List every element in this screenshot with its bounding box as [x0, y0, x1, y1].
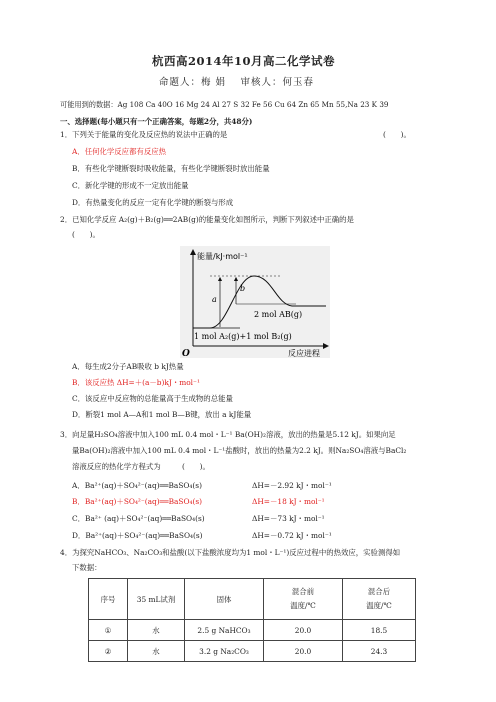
q3-option-b: B．Ba²⁺(aq)＋SO₄²⁻(aq)══BaSO₄(s) [72, 497, 203, 506]
q2-option-a: A．每生成2分子AB吸收 b kJ热量 [72, 362, 184, 371]
table-cell: 水 [128, 620, 185, 641]
label-b: b [240, 284, 246, 293]
q2-option-b: B．该反应热 ΔH=＋(a－b)kJ・mol⁻¹ [72, 378, 200, 387]
q1-stem: 1．下列关于能量的变化及反应热的说法中正确的是 [60, 130, 228, 139]
table-cell: 3.2 g Na₂CO₃ [185, 641, 264, 662]
q1-option-d: D．有热量变化的反应一定有化学键的断裂与形成 [72, 198, 234, 207]
q4-line-1: 4．为探究NaHCO₃、Na₂CO₃和盐酸(以下盐酸浓度均为1 mol・L⁻¹)反应过程中的热效应，实验测得如 [60, 548, 401, 557]
header-before [264, 579, 343, 620]
authors-line: 命题人：梅 娟 审核人：何玉春 [159, 77, 315, 88]
header-solid: 固体 [185, 579, 264, 620]
atomic-masses: 可能用到的数据：Ag 108 Ca 40O 16 Mg 24 Al 27 S 32 Fe 56 Cu 64 Zn 65 Mn 55,Na 23 K 39 [60, 100, 389, 109]
section-heading: 一、选择题(每小题只有一个正确答案，每题2分，共48分) [60, 117, 253, 126]
q3-option-a: A．Ba²⁺(aq)＋SO₄²⁻(aq)══BaSO₄(s) [72, 481, 202, 490]
reactant-label: 1 mol A₂(g)+1 mol B₂(g) [194, 332, 292, 341]
q2-option-c: C．该反应中反应物的总能量高于生成物的总能量 [72, 394, 233, 403]
y-axis-label: 能量/kJ·mol⁻¹ [197, 252, 248, 261]
table-row [89, 620, 416, 641]
q3-option-d-dh: ΔH=－0.72 kJ・mol⁻¹ [252, 531, 332, 540]
q1-option-b: B．有些化学键断裂时吸收能量，有些化学键断裂时放出能量 [72, 164, 270, 173]
label-a: a [212, 295, 217, 304]
diagram-background [180, 246, 330, 358]
exam-title: 杭西高2014年10月高二化学试卷 [152, 54, 336, 68]
header-reagent: 35 mL试剂 [128, 579, 185, 620]
table-header-row [89, 579, 416, 620]
table-cell: ① [89, 620, 128, 641]
header-after [343, 579, 416, 620]
q3-option-b-dh: ΔH=－18 kJ・mol⁻¹ [252, 497, 325, 506]
q3-option-c: C．Ba²⁺ (aq)＋SO₄²⁻(aq)══BaSO₄(s) [72, 514, 205, 523]
table-cell: 20.0 [264, 620, 343, 641]
q4-line-2: 下数据： [72, 563, 102, 572]
header-before-unit: 温度/℃ [290, 601, 316, 610]
q3-option-a-dh: ΔH=－2.92 kJ・mol⁻¹ [252, 481, 332, 490]
table-cell: 水 [128, 641, 185, 662]
table-cell: ② [89, 641, 128, 662]
table-row [89, 641, 416, 662]
origin-label: O [182, 349, 190, 358]
q2-option-d: D．断裂1 mol A—A和1 mol B—B键，放出 a kJ能量 [72, 410, 252, 419]
header-before-label: 混合前 [291, 587, 315, 596]
x-axis-label: 反应进程 [288, 349, 320, 358]
q2-stem: 2．已知化学反应 A₂(g)＋B₂(g)══2AB(g)的能量变化如图所示，判断下列叙述中正确的是 [60, 215, 354, 224]
table-cell: 2.5 g NaHCO₃ [185, 620, 264, 641]
q1-paren: ( )。 [383, 130, 411, 139]
header-after-label: 混合后 [367, 587, 391, 596]
energy-diagram [180, 246, 330, 358]
q3-line-3: 溶液反应的热化学方程式为 [72, 462, 161, 471]
q3-line-1: 3．向足量H₂SO₄溶液中加入100 mL 0.4 mol・L⁻¹ Ba(OH)₂溶液，放出的热量是5.12 kJ。如果向足 [60, 430, 396, 439]
table-cell: 24.3 [343, 641, 416, 662]
q3-option-c-dh: ΔH=－73 kJ・mol⁻¹ [252, 514, 325, 523]
header-after-unit: 温度/℃ [366, 601, 392, 610]
q1-option-a: A．任何化学反应都有反应热 [72, 147, 167, 156]
product-label: 2 mol AB(g) [254, 310, 303, 319]
q2-paren: ( )。 [72, 230, 100, 239]
q3-paren: ( )。 [182, 462, 210, 471]
table-cell: 20.0 [264, 641, 343, 662]
data-table [88, 578, 416, 662]
q1-option-c: C．新化学键的形成不一定放出能量 [72, 181, 189, 190]
header-index: 序号 [89, 579, 128, 620]
q3-line-2: 量Ba(OH)₂溶液中加入100 mL 0.4 mol・L⁻¹盐酸时，放出的热量为2.2 kJ。则Na₂SO₄溶液与BaCl₂ [72, 446, 407, 455]
q3-option-d: D．Ba²⁺(aq)＋SO₄²⁻(aq)══BaSO₄(s) [72, 531, 203, 540]
table-cell: 18.5 [343, 620, 416, 641]
